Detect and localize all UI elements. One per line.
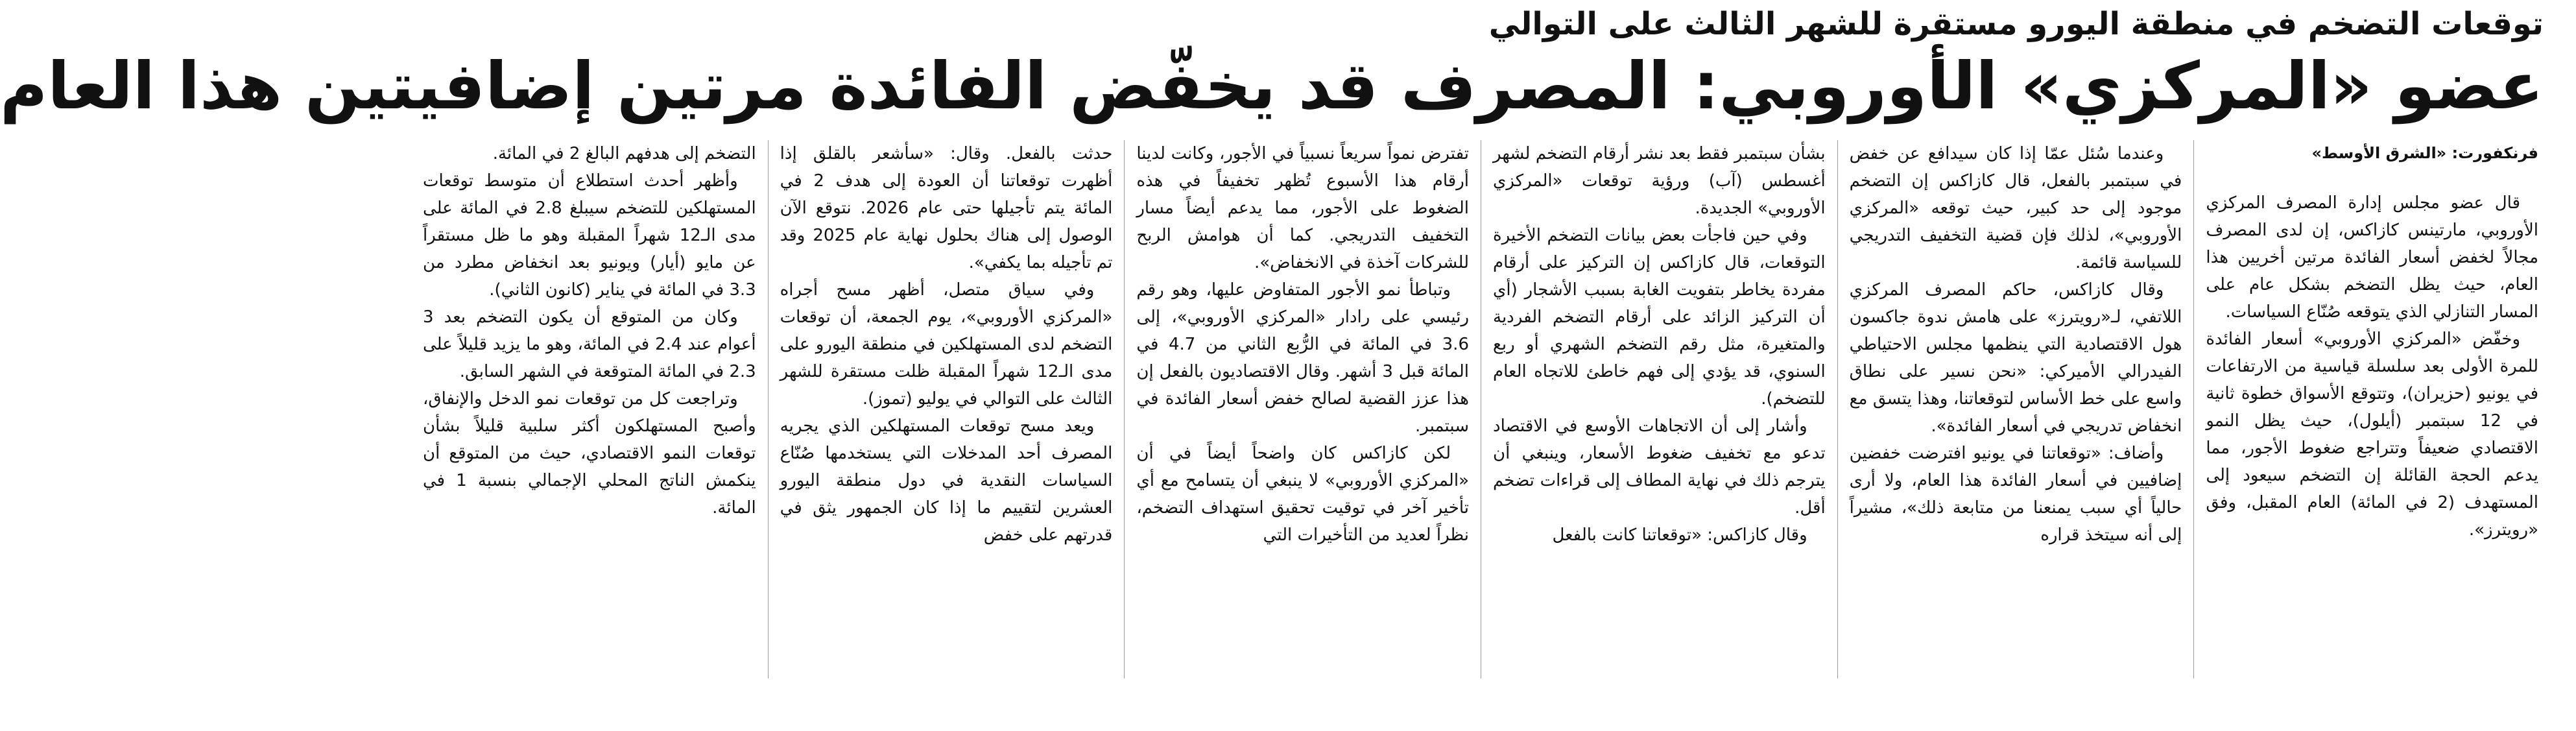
paragraph: وفي سياق متصل، أظهر مسح أجراه «المركزي الأوروبي»، يوم الجمعة، أن توقعات التضخم لدى المستهلكين في منطقة اليورو على مدى الـ12 شهراً المقبلة ظلت مستقرة للشهر الثالث على التوالي في يوليو (تموز). xyxy=(780,280,1113,409)
article-body xyxy=(411,140,2550,678)
article-column-4 xyxy=(1124,140,1481,678)
paragraph: وخفّض «المركزي الأوروبي» أسعار الفائدة للمرة الأولى بعد سلسلة قياسية من الارتفاعات في يونيو (حزيران)، وتتوقع الأسواق خطوة ثانية في 12 سبتمبر (أيلول)، حيث يظل النمو الاقتصادي ضعيفاً وتتراجع ضغوط الأجور، مما يدعم الحجة القائلة إن التضخم سيعود إلى المستهدف (2 في المائة) العام المقبل، وفق «رويترز». xyxy=(2206,330,2538,540)
paragraph: وأضاف: «توقعاتنا في يونيو افترضت خفضين إضافيين في أسعار الفائدة هذا العام، ولا أرى حالياً أي سبب يمنعنا من متابعة ذلك»، مشيراً إلى أنه سيتخذ قراره xyxy=(1849,444,2182,545)
paragraph: تفترض نمواً سريعاً نسبياً في الأجور، وكانت لدينا أرقام هذا الأسبوع تُظهر تخفيفاً في هذه الضغوط على الأجور، مما يدعم أيضاً مسار التخفيف التدريجي. كما أن هوامش الربح للشركات آخذة في الانخفاض». xyxy=(1136,144,1469,272)
paragraph: وتراجعت كل من توقعات نمو الدخل والإنفاق، وأصبح المستهلكون أكثر سلبية قليلاً بشأن توقعات النمو الاقتصادي، حيث من المتوقع أن ينكمش الناتج المحلي الإجمالي بنسبة 1 في المائة. xyxy=(423,389,756,518)
paragraph: وأشار إلى أن الاتجاهات الأوسع في الاقتصاد تدعو مع تخفيف ضغوط الأسعار، وينبغي أن يترجم ذلك في نهاية المطاف إلى قراءات تضخم أقل. xyxy=(1493,416,1826,518)
paragraph: ويعد مسح توقعات المستهلكين الذي يجريه المصرف أحد المدخلات التي يستخدمها صُنّاع السياسات النقدية في دول منطقة اليورو العشرين لتقييم ما إذا كان الجمهور يثق في قدرتهم على خفض xyxy=(780,416,1113,545)
article-headline: عضو «المركزي» الأوروبي: المصرف قد يخفّض الفائدة مرتين إضافيتين هذا العام xyxy=(0,48,2544,124)
article-column-2 xyxy=(1837,140,2194,678)
paragraph: وقال كازاكس، حاكم المصرف المركزي اللاتفي، لـ«رويترز» على هامش ندوة جاكسون هول الاقتصادية التي ينظمها مجلس الاحتياطي الفيدرالي الأميركي: «نحن نسير على نطاق واسع على خط الأساس لتوقعاتنا، وهذا يتسق مع انخفاض تدريجي في أسعار الفائدة». xyxy=(1849,280,2182,436)
paragraph: قال عضو مجلس إدارة المصرف المركزي الأوروبي، مارتينس كازاكس، إن لدى المصرف مجالاً لخفض أسعار الفائدة مرتين أخريين هذا العام، حيث يظل التضخم بشكل عام على المسار التنازلي الذي يتوقعه صُنّاع السياسات. xyxy=(2206,193,2538,322)
article-column-6 xyxy=(411,140,768,678)
article-byline: فرنكفورت: «الشرق الأوسط» xyxy=(2311,144,2538,162)
paragraph: وكان من المتوقع أن يكون التضخم بعد 3 أعوام عند 2.4 في المائة، وهو ما يزيد قليلاً على 2.3 في المائة المتوقعة في الشهر السابق. xyxy=(423,307,756,381)
article-column-5 xyxy=(768,140,1125,678)
paragraph: بشأن سبتمبر فقط بعد نشر أرقام التضخم لشهر أغسطس (آب) ورؤية توقعات «المركزي الأوروبي» الجديدة. xyxy=(1493,144,1826,218)
paragraph: وعندما سُئل عمّا إذا كان سيدافع عن خفض في سبتمبر بالفعل، قال كازاكس إن التضخم موجود إلى حد كبير، حيث توقعه «المركزي الأوروبي»، لذلك فإن قضية التخفيف التدريجي للسياسة قائمة. xyxy=(1849,144,2182,272)
paragraph: وأظهر أحدث استطلاع أن متوسط توقعات المستهلكين للتضخم سيبلغ 2.8 في المائة على مدى الـ12 شهراً المقبلة وهو ما ظل مستقراً عن مايو (أيار) ويونيو بعد انخفاض مطرد من 3.3 في المائة في يناير (كانون الثاني). xyxy=(423,171,756,300)
article-column-3 xyxy=(1481,140,1837,678)
paragraph: التضخم إلى هدفهم البالغ 2 في المائة. xyxy=(492,144,756,163)
paragraph: لكن كازاكس كان واضحاً أيضاً في أن «المركزي الأوروبي» لا ينبغي أن يتسامح مع أي تأخير آخر في توقيت تحقيق استهداف التضخم، نظراً لعديد من التأخيرات التي xyxy=(1136,444,1469,545)
paragraph: وقال كازاكس: «توقعاتنا كانت بالفعل xyxy=(1552,525,1807,545)
article-kicker: توقعات التضخم في منطقة اليورو مستقرة للشهر الثالث على التوالي xyxy=(1488,6,2544,42)
paragraph: حدثت بالفعل. وقال: «سأشعر بالقلق إذا أظهرت توقعاتنا أن العودة إلى هدف 2 في المائة يتم تأجيلها حتى عام 2026. نتوقع الآن الوصول إلى هناك بحلول نهاية عام 2025 وقد تم تأجيله بما يكفي». xyxy=(780,144,1113,272)
paragraph: وتباطأ نمو الأجور المتفاوض عليها، وهو رقم رئيسي على رادار «المركزي الأوروبي»، إلى 3.6 في المائة في الرُّبع الثاني من 4.7 في المائة قبل 3 أشهر. وقال الاقتصاديون بالفعل إن هذا عزز القضية لصالح خفض أسعار الفائدة في سبتمبر. xyxy=(1136,280,1469,436)
article-column-1 xyxy=(2193,140,2550,678)
paragraph: وفي حين فاجأت بعض بيانات التضخم الأخيرة التوقعات، قال كازاكس إن التركيز على أرقام مفردة يخاطر بتفويت الغابة بسبب الأشجار (أي أن التركيز الزائد على أرقام التضخم الفردية والمتغيرة، مثل رقم التضخم الشهري أو ربع السنوي، قد يؤدي إلى فهم خاطئ للاتجاه العام للتضخم). xyxy=(1493,226,1826,409)
